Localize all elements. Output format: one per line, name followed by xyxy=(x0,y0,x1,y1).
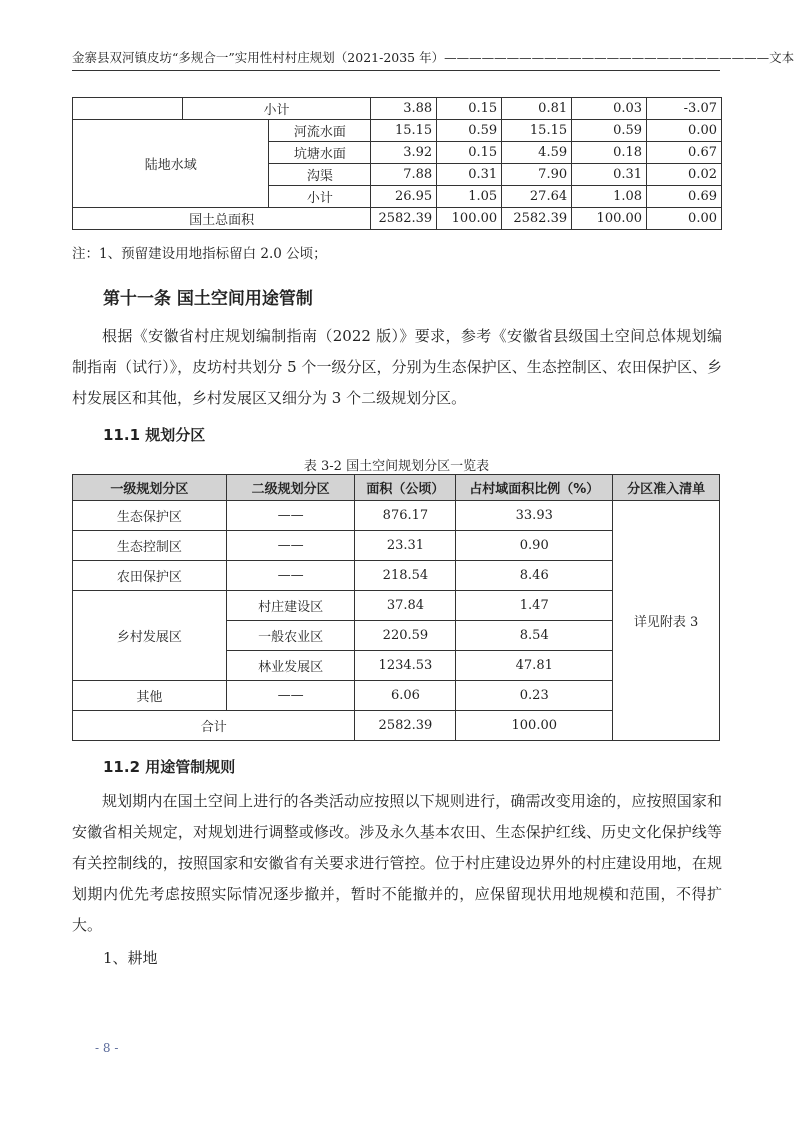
table-row: 农田保护区 —— 218.54 8.46 xyxy=(73,561,720,591)
table-row: 小计 3.88 0.15 0.81 0.03 -3.07 xyxy=(73,98,722,120)
table-row: 国土总面积 2582.39 100.00 2582.39 100.00 0.00 xyxy=(73,208,722,230)
access-list-cell: 详见附表 3 xyxy=(613,501,720,741)
header-rule xyxy=(72,70,720,71)
table-row: 坑塘水面 3.92 0.15 4.59 0.18 0.67 xyxy=(73,142,722,164)
page-number: - 8 - xyxy=(95,1041,119,1055)
table-caption: 表 3-2 国土空间规划分区一览表 xyxy=(303,459,490,474)
running-header: 金寨县双河镇皮坊“多规合一”实用性村村庄规划（2021-2035 年）——————————————————————————文本 xyxy=(72,50,794,65)
table-row: 生态保护区 —— 876.17 33.93 详见附表 3 xyxy=(73,501,720,531)
table-row: 其他 —— 6.06 0.23 xyxy=(73,681,720,711)
list-item-farmland: 1、耕地 xyxy=(103,949,158,967)
table-row: 乡村发展区 村庄建设区 37.84 1.47 xyxy=(73,591,720,621)
table-row: 林业发展区 1234.53 47.81 xyxy=(73,651,720,681)
table-note: 注：1、预留建设用地指标留白 2.0 公顷； xyxy=(72,246,327,262)
table-row: 生态控制区 —— 23.31 0.90 xyxy=(73,531,720,561)
table-total-row: 合计 2582.39 100.00 xyxy=(73,711,720,741)
land-use-table-continued xyxy=(72,97,722,230)
table-row: 陆地水域 河流水面 15.15 0.59 15.15 0.59 0.00 xyxy=(73,120,722,142)
planning-zone-table xyxy=(72,474,720,741)
section-title-planning-zones: 11.1 规划分区 xyxy=(103,426,206,444)
table-row: 小计 26.95 1.05 27.64 1.08 0.69 xyxy=(73,186,722,208)
section-title-use-control: 11.2 用途管制规则 xyxy=(103,758,236,776)
article-title: 第十一条 国土空间用途管制 xyxy=(103,289,313,309)
table-header-row: 一级规划分区 二级规划分区 面积（公顷） 占村域面积比例（%） 分区准入清单 xyxy=(73,475,720,501)
table-row: 一般农业区 220.59 8.54 xyxy=(73,621,720,651)
table-row: 沟渠 7.88 0.31 7.90 0.31 0.02 xyxy=(73,164,722,186)
use-control-paragraph: 规划期内在国土空间上进行的各类活动应按照以下规则进行，确需改变用途的，应按照国家和安徽省相关规定，对规划进行调整或修改。涉及永久基本农田、生态保护红线、历史文化保护线等有关控制线的，按照国家和安徽省有关要求进行管控。位于村庄建设边界外的村庄建设用地，在规划期内优先考虑按照实际情况逐步撤并，暂时不能撤并的，应保留现状用地规模和范围，不得扩大。 xyxy=(72,792,722,934)
intro-paragraph: 根据《安徽省村庄规划编制指南（2022 版）》要求，参考《安徽省县级国土空间总体规划编制指南（试行）》，皮坊村共划分 5 个一级分区，分别为生态保护区、生态控制区、农田保护区、乡村发展区和其他，乡村发展区又细分为 3 个二级规划分区。 xyxy=(72,327,722,407)
